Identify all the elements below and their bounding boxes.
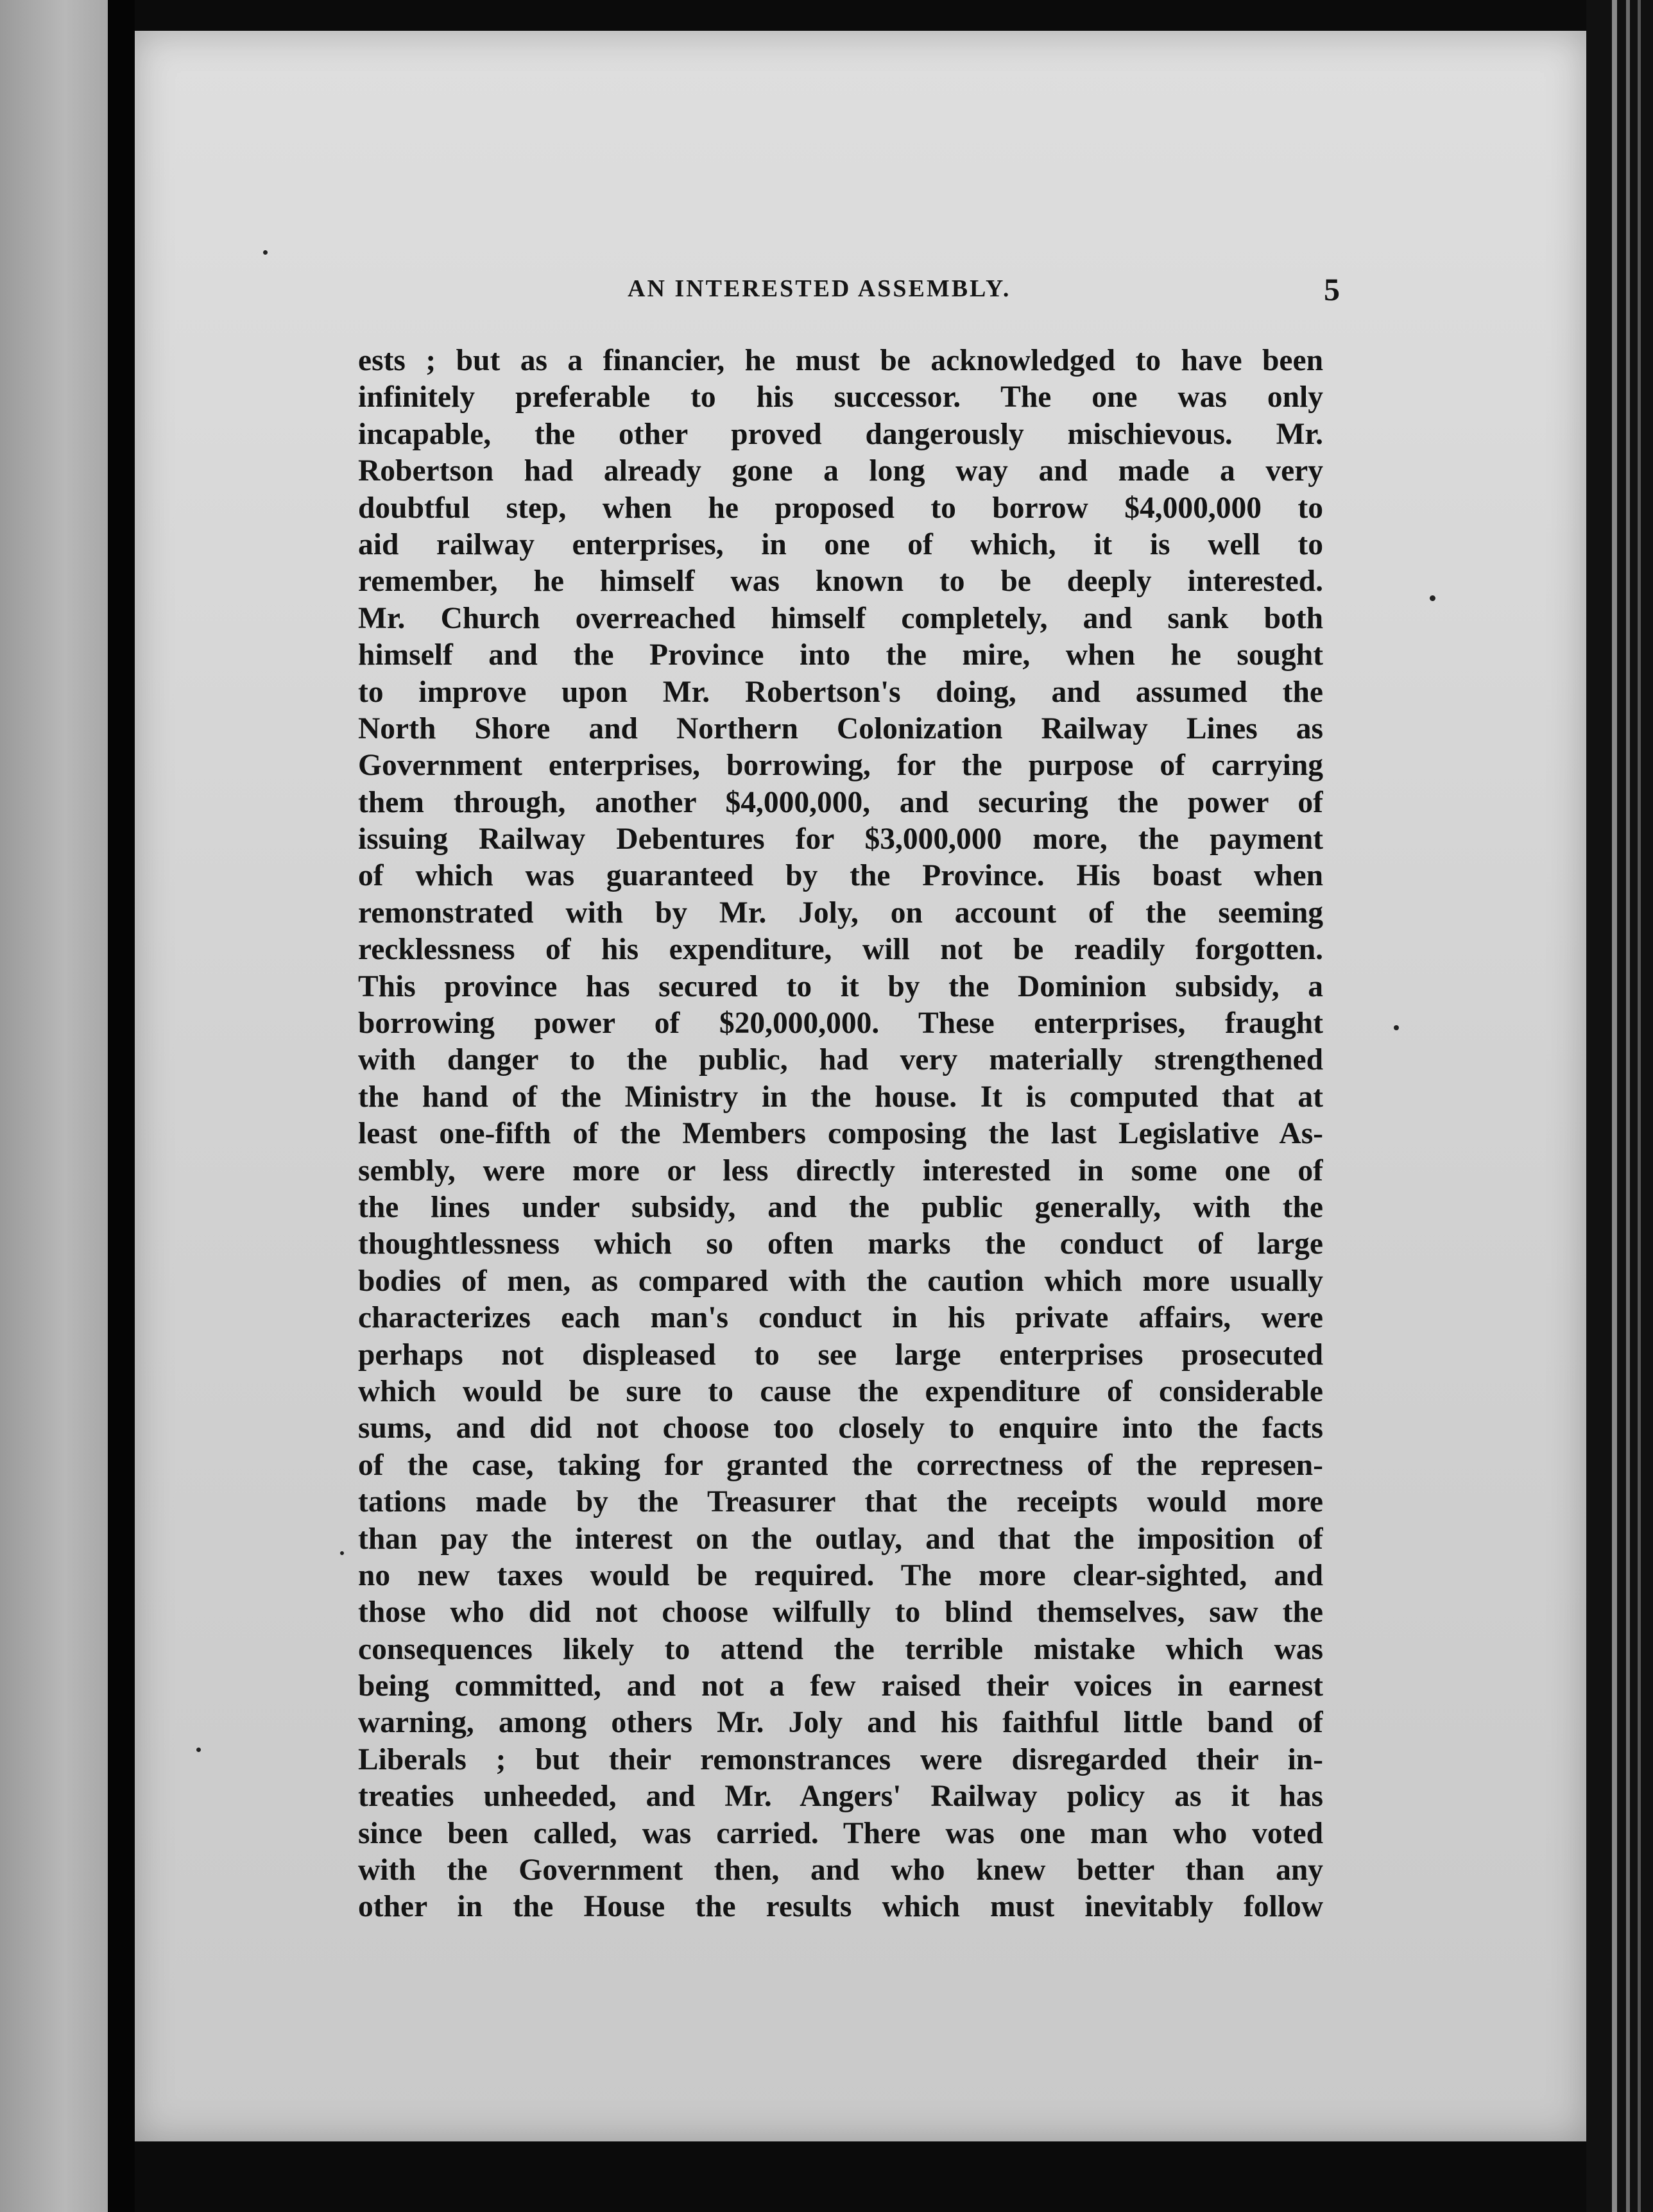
text-line: doubtful step, when he proposed to borrow $4,000,000 to: [358, 491, 1323, 525]
text-line: consequences likely to attend the terrible mistake which was: [358, 1632, 1323, 1666]
text-line: Robertson had already gone a long way and made a very: [358, 454, 1323, 488]
text-line: characterizes each man's conduct in his private affairs, were: [358, 1301, 1323, 1335]
text-line: sums, and did not choose too closely to enquire into the facts: [358, 1411, 1323, 1445]
text-line: treaties unheeded, and Mr. Angers' Railway policy as it has: [358, 1780, 1323, 1814]
text-line: the lines under subsidy, and the public generally, with the: [358, 1190, 1323, 1224]
text-line: Government enterprises, borrowing, for the purpose of carrying: [358, 749, 1323, 783]
text-line: thoughtlessness which so often marks the conduct of large: [358, 1227, 1323, 1261]
text-line: least one-fifth of the Members composing the last Legislative As-: [358, 1117, 1323, 1151]
text-line: no new taxes would be required. The more clear-sighted, and: [358, 1558, 1323, 1592]
text-line: with the Government then, and who knew better than any: [358, 1853, 1323, 1887]
ink-speck: [340, 1551, 344, 1555]
text-line: issuing Railway Debentures for $3,000,000 more, the payment: [358, 822, 1323, 856]
text-line: ests ; but as a financier, he must be acknowledged to have been: [358, 344, 1323, 377]
text-line: to improve upon Mr. Robertson's doing, and assumed the: [358, 675, 1323, 709]
text-line: aid railway enterprises, in one of which, it is well to: [358, 527, 1323, 561]
text-line: those who did not choose wilfully to blind themselves, saw the: [358, 1595, 1323, 1629]
adjacent-page-edge: [0, 0, 108, 2212]
body-text: [358, 343, 1323, 1926]
text-line: infinitely preferable to his successor. The one was only: [358, 380, 1323, 414]
book-binding-gutter: [108, 0, 135, 2212]
page-header: [628, 271, 1340, 316]
text-line: the hand of the Ministry in the house. It is computed that at: [358, 1080, 1323, 1114]
text-line: than pay the interest on the outlay, and that the imposition of: [358, 1522, 1323, 1556]
text-line: tations made by the Treasurer that the receipts would more: [358, 1485, 1323, 1519]
text-line: of which was guaranteed by the Province. His boast when: [358, 859, 1323, 893]
text-line: being committed, and not a few raised their voices in earnest: [358, 1669, 1323, 1703]
page-stack-edge: [1586, 0, 1653, 2212]
ink-speck: [196, 1748, 201, 1752]
ink-speck: [263, 250, 268, 255]
text-line: Mr. Church overreached himself completely, and sank both: [358, 601, 1323, 635]
page-number: 5: [1324, 271, 1340, 307]
text-line: Liberals ; but their remonstrances were disregarded their in-: [358, 1742, 1323, 1776]
text-line: borrowing power of $20,000,000. These enterprises, fraught: [358, 1007, 1323, 1041]
text-line: North Shore and Northern Colonization Railway Lines as: [358, 711, 1323, 745]
text-line: remonstrated with by Mr. Joly, on account of the seeming: [358, 896, 1323, 930]
text-line: perhaps not displeased to see large enterprises prosecuted: [358, 1338, 1323, 1372]
ink-speck: [1394, 1025, 1399, 1030]
text-line: bodies of men, as compared with the caution which more usually: [358, 1264, 1323, 1298]
text-line: since been called, was carried. There was one man who voted: [358, 1816, 1323, 1850]
text-line: incapable, the other proved dangerously mischievous. Mr.: [358, 417, 1323, 451]
running-head: AN INTERESTED ASSEMBLY.: [628, 275, 1011, 302]
text-line: with danger to the public, had very materially strengthened: [358, 1043, 1323, 1077]
text-line: them through, another $4,000,000, and securing the power of: [358, 785, 1323, 819]
text-line: remember, he himself was known to be deeply interested.: [358, 565, 1323, 599]
text-line: recklessness of his expenditure, will not be readily forgotten.: [358, 933, 1323, 967]
text-line: of the case, taking for granted the correctness of the represen-: [358, 1448, 1323, 1482]
text-line: This province has secured to it by the Dominion subsidy, a: [358, 969, 1323, 1003]
text-line: warning, among others Mr. Joly and his faithful little band of: [358, 1706, 1323, 1740]
text-line: himself and the Province into the mire, when he sought: [358, 638, 1323, 672]
text-line: which would be sure to cause the expenditure of considerable: [358, 1374, 1323, 1408]
ink-speck: [1430, 595, 1435, 601]
text-line: other in the House the results which must inevitably follow: [358, 1890, 1323, 1924]
text-line: sembly, were more or less directly interested in some one of: [358, 1153, 1323, 1187]
